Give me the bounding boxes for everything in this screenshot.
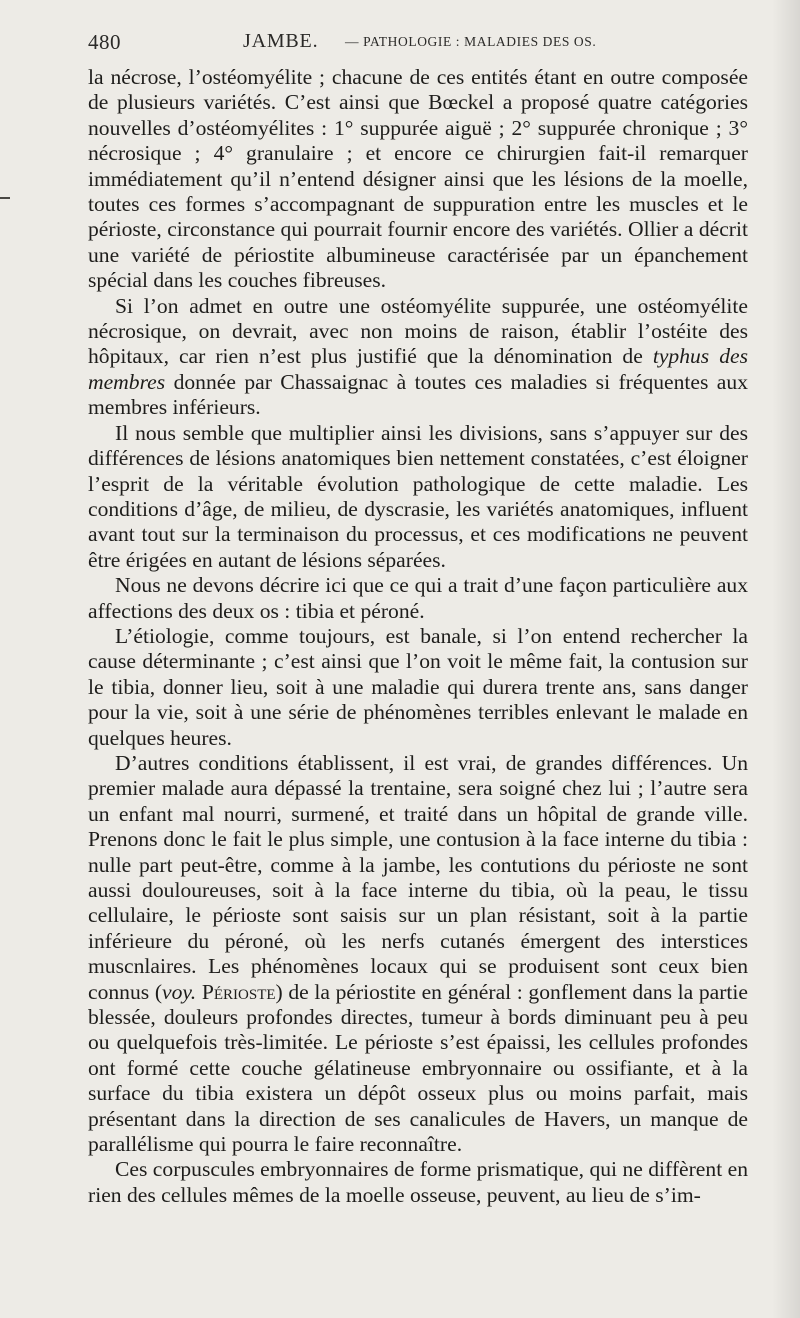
- text-run: Ces corpuscules embryonnaires de forme prismatique, qui ne diffèrent en rien des cellules mêmes de la moelle osseuse, peuvent, au lieu de s’im-: [88, 1157, 748, 1207]
- paragraph: [88, 1157, 748, 1208]
- italic-text: typhus des membres: [88, 344, 748, 394]
- paragraph: [88, 65, 748, 294]
- paragraph: [88, 624, 748, 751]
- margin-mark: [0, 197, 10, 199]
- paragraph: [88, 751, 748, 1158]
- paragraph: [88, 573, 748, 624]
- text-run: D’autres conditions établissent, il est vrai, de grandes différences. Un premier malade aura dépassé la trentaine, sera soigné chez lui ; l’autre sera un enfant mal nourri, surmené, et traité dans un hôpital de grande ville. Prenons donc le fait le plus simple, une contusion à la face interne du tibia : nulle part peut-être, comme à la jambe, les contutions du périoste ne sont aussi douloureuses, soit à la face interne du tibia, où la peau, le tissu cellulaire, le périoste sont saisis sur un plan résistant, soit à la partie inférieure du péroné, où les nerfs cutanés émergent des interstices muscnlaires. Les phénomènes locaux qui se produisent sont ceux bien connus (: [88, 750, 748, 1004]
- page-number: 480: [88, 30, 121, 54]
- smallcaps-reference: Périoste: [201, 979, 276, 1004]
- text-run: Si l’on admet en outre une ostéomyélite suppurée, une ostéomyélite nécrosique, on devrait, avec non moins de raison, établir l’ostéite des hôpitaux, car rien n’est plus justifié que la dénomination de: [88, 293, 748, 369]
- text-run: L’étiologie, comme toujours, est banale, si l’on entend rechercher la cause déterminante ; c’est ainsi que l’on voit le même fait, la contusion sur le tibia, donner lieu, soit à une maladie qui durera trente ans, sans danger pour la vie, soit à une série de phénomènes terribles enlevant le malade en quelques heures.: [88, 623, 748, 750]
- text-run: Nous ne devons décrire ici que ce qui a trait d’une façon particulière aux affections des deux os : tibia et péroné.: [88, 573, 748, 623]
- text-run: ) de la périostite en général : gonflement dans la partie blessée, douleurs profondes directes, tumeur à bords diminuant peu à peu ou quelquefois très-limitée. Le périoste s’est épaissi, les cellules profondes ont formé cette couche gélatineuse embryonnaire ou ossifiante, et à la surface du tibia existera un dépôt osseux plus ou moins parfait, mais présentant dans la direction de ses canalicules de Havers, un manque de parallélisme qui pourra le faire reconnaître.: [88, 979, 749, 1157]
- paragraph: [88, 294, 748, 421]
- text-run: la nécrose, l’ostéomyélite ; chacune de ces entités étant en outre composée de plusieurs variétés. C’est ainsi que Bœckel a proposé quatre catégories nouvelles d’ostéomyélites : 1° suppurée aiguë ; 2° suppurée chronique ; 3° nécrosique ; 4° granulaire ; et encore ce chirurgien fait-il remarquer immédiatement qu’il n’entend désigner ainsi que les lésions de la moelle, toutes ces formes s’accompagnant de suppuration entre les muscles et le périoste, circonstance qui pourrait fournir encore des variétés. Ollier a décrit une variété de périostite albumineuse caractérisée par un épanchement spécial dans les couches fibreuses.: [88, 65, 748, 293]
- running-head: [88, 30, 758, 62]
- paragraph: [88, 421, 748, 573]
- running-head-subtitle: — PATHOLOGIE : MALADIES DES OS.: [345, 34, 597, 49]
- page-edge-shadow: [772, 0, 800, 1318]
- body-text: [88, 65, 748, 1208]
- italic-text: voy.: [162, 979, 197, 1004]
- text-run: Il nous semble que multiplier ainsi les divisions, sans s’appuyer sur des différences de lésions anatomiques bien nettement constatées, c’est éloigner l’esprit de la véritable évolution pathologique de cette maladie. Les conditions d’âge, de milieu, de dyscrasie, les variétés anatomiques, influent avant tout sur la terminaison du processus, et ces modifications ne peuvent être érigées en autant de lésions séparées.: [88, 420, 748, 572]
- text-run: donnée par Chassaignac à toutes ces maladies si fréquentes aux membres inférieurs.: [88, 369, 748, 420]
- running-head-title: JAMBE.: [243, 30, 319, 52]
